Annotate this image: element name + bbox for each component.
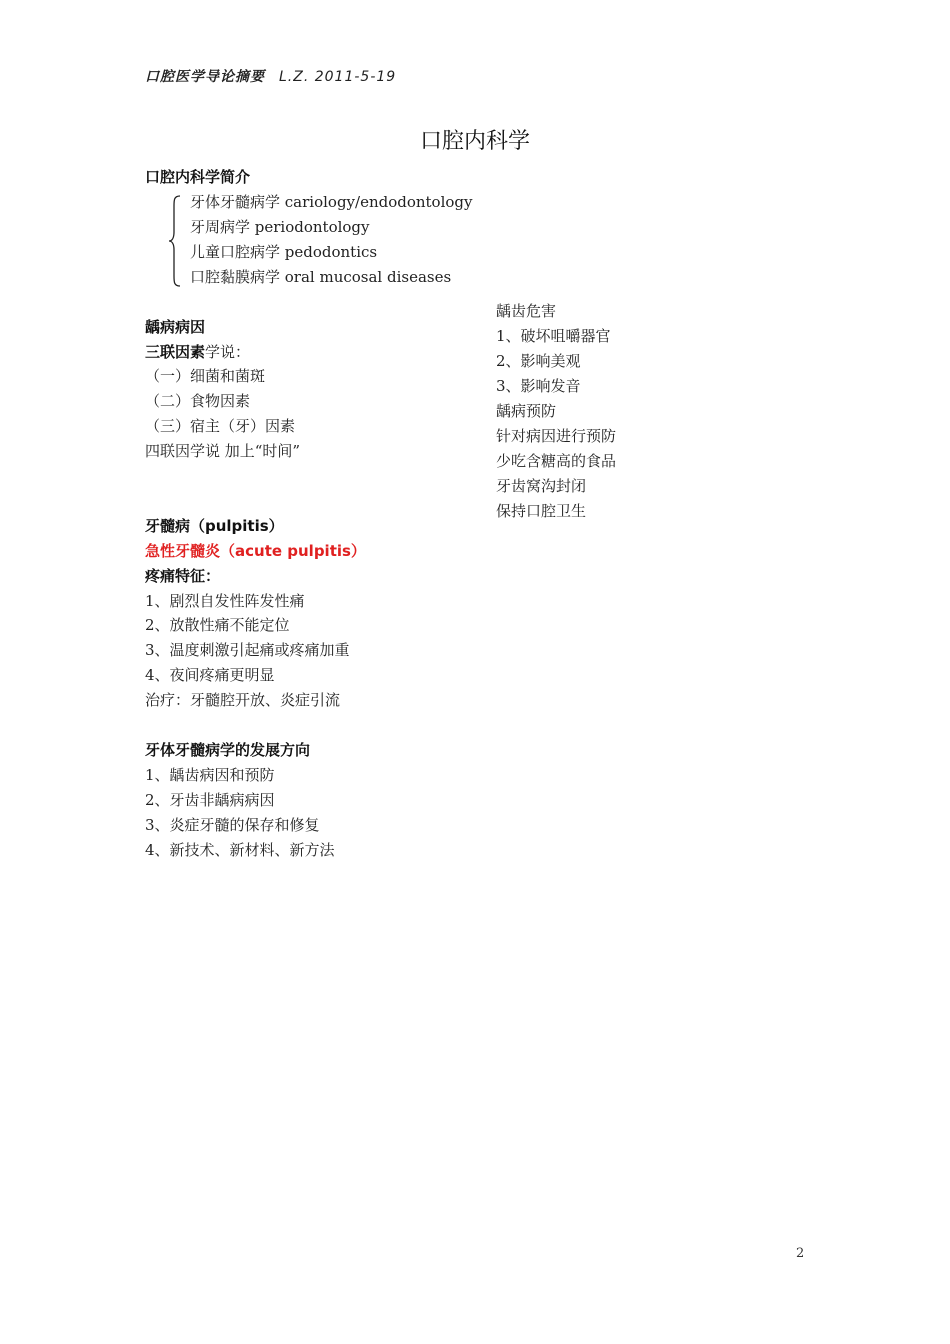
right-column-item: 龋病预防: [496, 402, 557, 420]
development-item: 2、牙齿非龋病病因: [145, 791, 275, 809]
running-header: [145, 66, 396, 86]
development-item: 4、新技术、新材料、新方法: [145, 841, 335, 859]
three-factor-bold: 三联因素: [145, 343, 206, 361]
right-column-item: 3、影响发音: [496, 377, 581, 395]
page-number: 2: [796, 1246, 805, 1261]
header-author-date: L.Z. 2011-5-19: [279, 69, 397, 85]
pain-feature-item: 2、放散性痛不能定位: [145, 616, 290, 634]
right-column-item: 2、影响美观: [496, 352, 581, 370]
intro-item: 牙体牙髓病学 cariology/endodontology: [190, 193, 473, 211]
intro-heading: 口腔内科学简介: [145, 168, 251, 186]
right-column-item: 保持口腔卫生: [496, 502, 587, 520]
caries-cause-item: （三）宿主（牙）因素: [145, 417, 296, 435]
pain-features-heading: 疼痛特征：: [145, 567, 221, 585]
intro-item: 口腔黏膜病学 oral mucosal diseases: [190, 268, 452, 286]
caries-cause-heading: 龋病病因: [145, 318, 206, 336]
development-item: 1、龋齿病因和预防: [145, 766, 275, 784]
three-factor-theory: [145, 341, 250, 363]
development-heading: 牙体牙髓病学的发展方向: [145, 741, 311, 759]
curly-brace-icon: [168, 194, 182, 288]
development-item: 3、炎症牙髓的保存和修复: [145, 816, 320, 834]
acute-pulpitis-heading: 急性牙髓炎（acute pulpitis）: [145, 542, 366, 560]
three-factor-rest: 学说：: [205, 343, 251, 361]
pain-feature-item: 3、温度刺激引起痛或疼痛加重: [145, 641, 350, 659]
caries-cause-item: （二）食物因素: [145, 392, 251, 410]
right-column-item: 牙齿窝沟封闭: [496, 477, 587, 495]
intro-item: 牙周病学 periodontology: [190, 218, 370, 236]
right-column-item: 龋齿危害: [496, 302, 557, 320]
header-title: 口腔医学导论摘要: [145, 69, 265, 85]
right-column-item: 1、破坏咀嚼器官: [496, 327, 611, 345]
right-column-item: 少吃含糖高的食品: [496, 452, 617, 470]
four-factor-theory: 四联因学说 加上“时间”: [145, 442, 301, 460]
page-title: 口腔内科学: [419, 129, 530, 154]
right-column-item: 针对病因进行预防: [496, 427, 617, 445]
intro-item: 儿童口腔病学 pedodontics: [190, 243, 378, 261]
treatment-line: 治疗：牙髓腔开放、炎症引流: [145, 691, 341, 709]
pain-feature-item: 1、剧烈自发性阵发性痛: [145, 592, 305, 610]
caries-cause-item: （一）细菌和菌斑: [145, 367, 266, 385]
pain-feature-item: 4、夜间疼痛更明显: [145, 666, 275, 684]
pulpitis-heading: 牙髓病（pulpitis）: [145, 517, 284, 535]
